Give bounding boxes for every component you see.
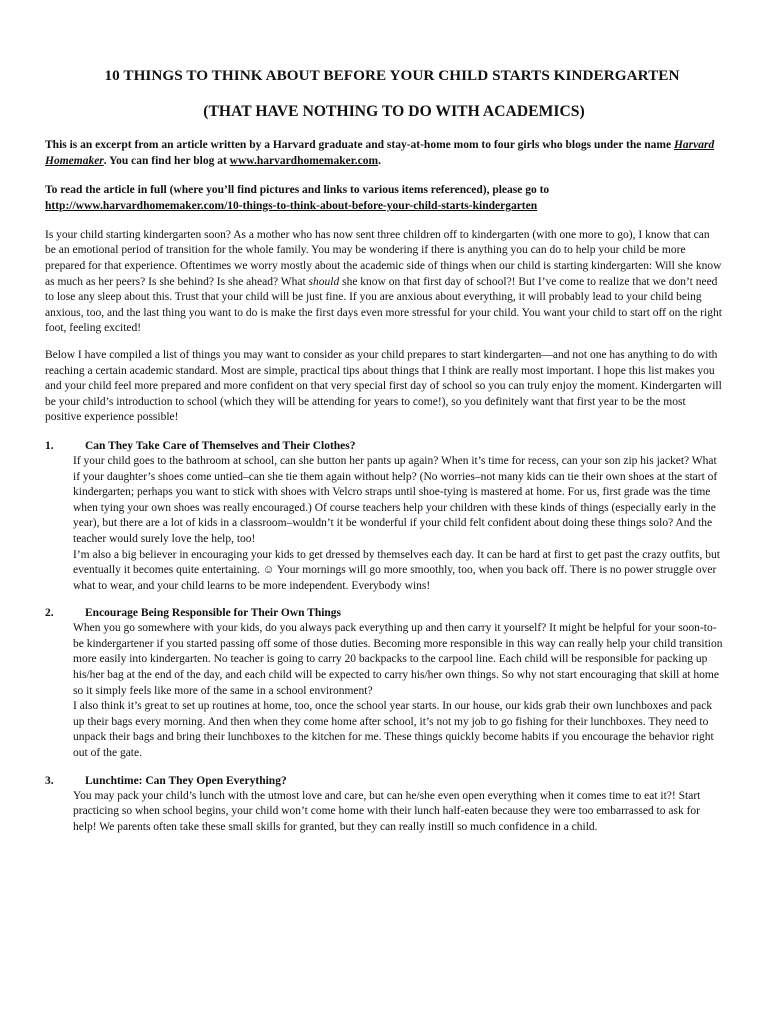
- blog-name: Harvard Homemaker: [45, 139, 715, 167]
- body-paragraph-1: [45, 228, 723, 337]
- section-number: 2.: [45, 607, 54, 620]
- blog-link[interactable]: www.harvardhomemaker.com: [229, 154, 379, 167]
- intro-text-middle: . You can find her blog at: [103, 154, 230, 167]
- section-heading-text: Can They Take Care of Themselves and Their Clothes?: [85, 439, 356, 452]
- article-link-paragraph: [45, 183, 723, 214]
- body1-emphasis: should: [308, 275, 340, 288]
- section-heading-3: [45, 774, 723, 789]
- section-number: 1.: [45, 439, 54, 452]
- section-paragraph: If your child goes to the bathroom at school, can she button her pants up again? When it’s time for recess, can your son zip his jacket? What if your daughter’s shoes come untied–can she tie them again without help? (No worries–not many kids can tie their own shoes at the start of kindergarten; perhaps you want to stick with shoes with Velcro straps until shoe-tying is mastered at home. For us, first grade was the time when tying your own shoes was really encouraged.) Of course teachers help your children with these kinds of things (especially early in the year), but there are a lot of kids in a classroom–wouldn’t it be wonderful if your child felt confident about doing these things solo? And the teacher would surely love the help, too!: [73, 454, 718, 545]
- section-paragraph: I’m also a big believer in encouraging your kids to get dressed by themselves each day. It can be hard at first to get past the crazy outfits, but eventually it becomes quite entertaining. ☺ Your mornings will go more smoothly, too, when you back off. There is no power struggle over what to wear, and your child learns to be more independent. Everybody wins!: [73, 548, 720, 592]
- section-number: 3.: [45, 774, 54, 787]
- page-title: 10 THINGS TO THINK ABOUT BEFORE YOUR CHILD STARTS KINDERGARTEN: [104, 67, 680, 84]
- section-paragraph: I also think it’s great to set up routines at home, too, once the school year starts. In our house, our kids grab their own lunchboxes and pack up their bags every morning. And then when they come home after school, it’s not my job to go fishing for their lunchboxes. They need to unpack their bags and bring their lunchboxes to the kitchen for me. These things quickly become habits if you encourage the behavior right out of the gate.: [73, 700, 714, 760]
- body1-before: Is your child starting kindergarten soon? As a mother who has now sent three children off to kindergarten (with one more to go), I know that can be an emotional period of transition for the whole family. You may be wondering if there is anything you can do to help your child be more prepared for that experience. Oftentimes we worry mostly about the academic side of things when our child is starting kindergarten: Will she know as much as her peers? Is she behind? Is she ahead? What: [45, 228, 722, 288]
- page-subtitle: (THAT HAVE NOTHING TO DO WITH ACADEMICS): [203, 103, 585, 120]
- article-link[interactable]: http://www.harvardhomemaker.com/10-things-to-think-about-before-your-child-starts-kindergarten: [45, 200, 538, 213]
- body-paragraph-2: Below I have compiled a list of things you may want to consider as your child prepares to start kindergarten—and not one has anything to do with reaching a certain academic standard. Most are simple, practical tips about things that I think are really most important. I hope this list makes you and your child feel more prepared and more confident on that very special first day of school so you can truly enjoy the moment. Kindergarten will be your child’s introduction to school (which they will be attending for years to come!), so you definitely want that first year to be the most positive experience possible!: [45, 348, 722, 424]
- intro-text-before: This is an excerpt from an article written by a Harvard graduate and stay-at-home mom to four girls who blogs under the name: [45, 139, 674, 151]
- section-paragraph: You may pack your child’s lunch with the utmost love and care, but can he/she even open everything when it comes time to eat it?! Start practicing so when school begins, your child won’t come home with their lunch half-eaten because they were too embarrassed to ask for help! We parents often take these small skills for granted, but they can really instill so much confidence in a child.: [73, 789, 701, 833]
- body1-after: she know on that first day of school?! But I’ve come to realize that we don’t need to lose any sleep about this. Trust that your child will be just fine. If you are anxious about everything, it will probably lead to your child being anxious, too, and the last thing you want to do is make the first days even more stressful for your child. You want your child to start off on the right foot, feeling excited!: [45, 275, 722, 335]
- section-body-1: [45, 454, 723, 594]
- section-heading-text: Lunchtime: Can They Open Everything?: [85, 774, 287, 787]
- article-link-text: To read the article in full (where you’ll find pictures and links to various items referenced), please go to: [45, 184, 550, 197]
- section-body-2: [45, 621, 723, 761]
- intro-paragraph: [45, 138, 723, 169]
- section-paragraph: When you go somewhere with your kids, do you always pack everything up and then carry it yourself? It might be helpful for your soon-to-be kindergartener if you started passing off some of those duties. Becoming more responsible in this way can really help your child transition more easily into kindergarten. No teacher is going to carry 20 backpacks to the carpool line. Each child will be responsible for packing up his/her bag at the end of the day, and each child will be expected to carry his/her own things. So why not start encouraging that skill at home so it simply feels like more of the same in a school environment?: [73, 622, 723, 697]
- intro-text-after: .: [378, 154, 381, 167]
- section-heading-text: Encourage Being Responsible for Their Own Things: [85, 607, 342, 620]
- section-heading-1: [45, 439, 723, 454]
- section-body-3: [45, 789, 723, 836]
- section-heading-2: [45, 606, 723, 621]
